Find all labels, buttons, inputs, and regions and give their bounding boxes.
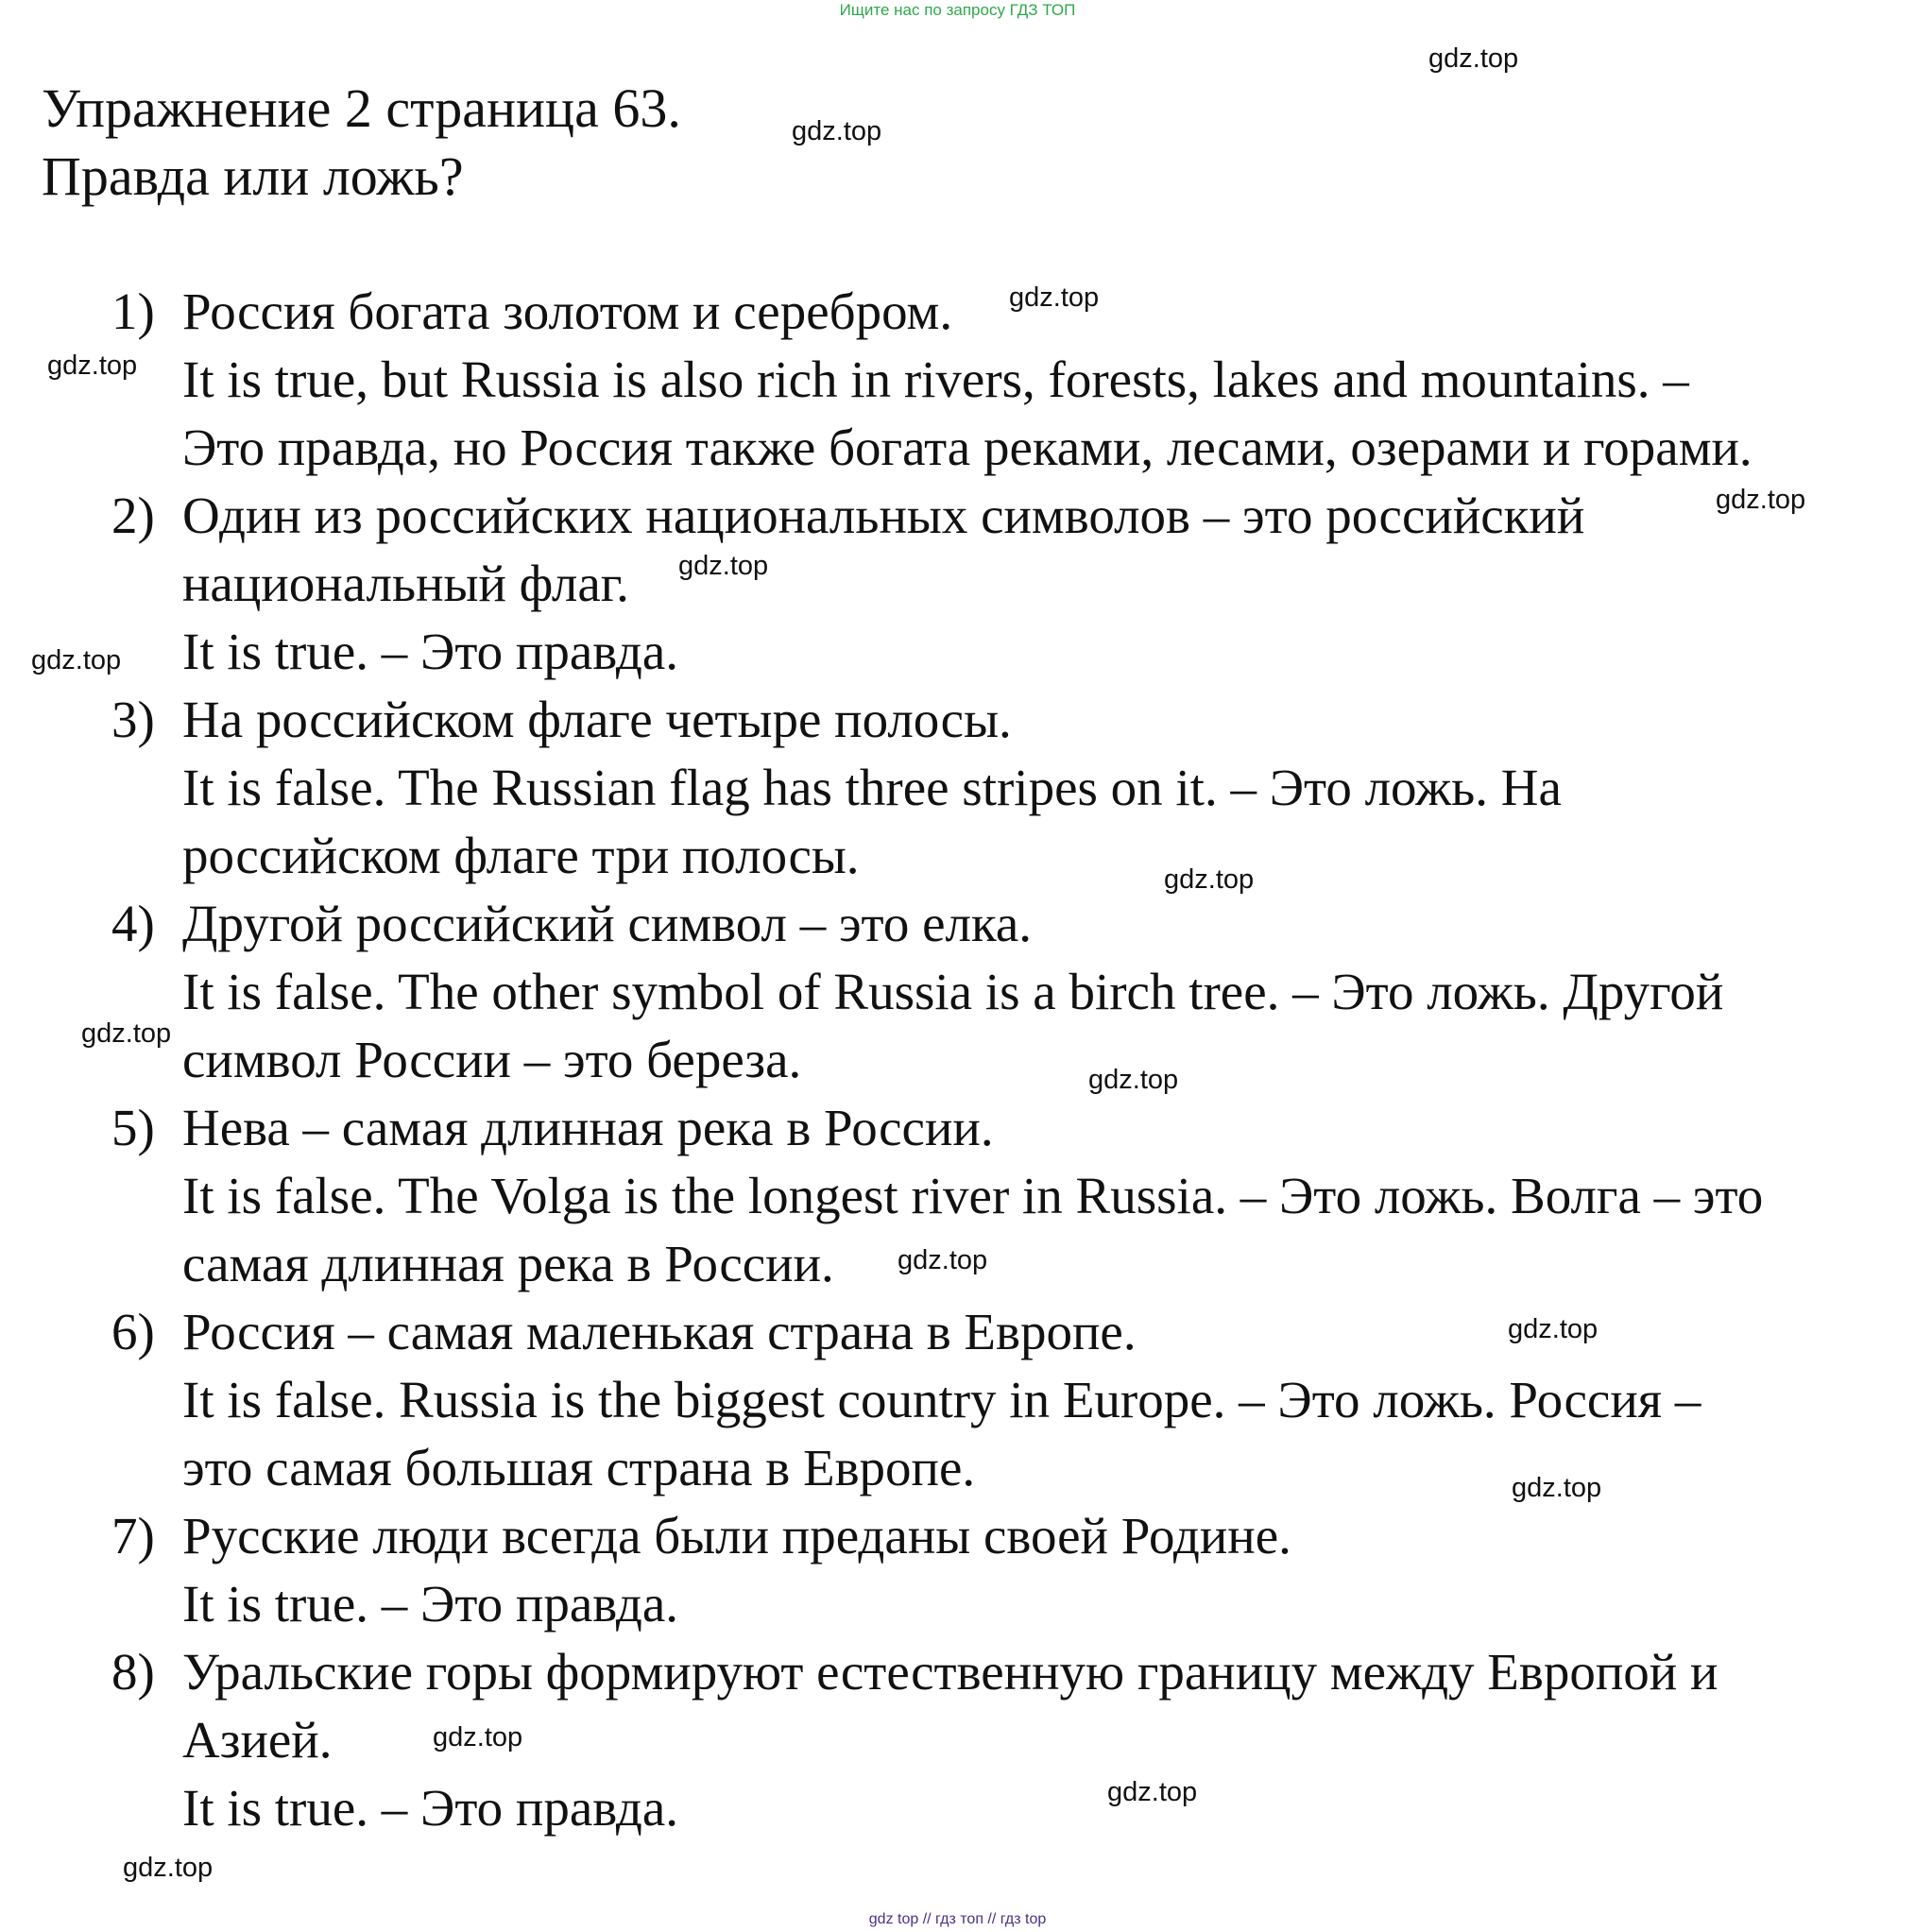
exercise-title: Упражнение 2 страница 63. [42,77,681,139]
watermark: gdz.top [31,645,122,675]
item-statement: Россия – самая маленькая страна в Европе. [182,1303,1137,1360]
item-answer: It is true, but Russia is also rich in rivers, forests, lakes and mountains. – [182,350,1689,408]
item-number: 4) [111,895,155,952]
item-number: 7) [111,1507,155,1564]
item-answer: It is false. The Russian flag has three stripes on it. – Это ложь. На [182,759,1562,816]
item-number: 8) [111,1643,155,1701]
item-number: 3) [111,691,155,748]
item-answer: It is false. The other symbol of Russia is a birch tree. – Это ложь. Другой [182,963,1724,1020]
item-statement: Россия богата золотом и серебром. [182,282,953,340]
item-answer: российском флаге три полосы. [182,827,860,884]
watermark: gdz.top [898,1245,988,1275]
watermark: gdz.top [1512,1473,1602,1503]
item-statement: Другой российский символ – это елка. [182,895,1033,952]
item-number: 2) [111,487,155,544]
watermark: gdz.top [1428,43,1519,74]
item-statement: Один из российских национальных символов – это российский [182,487,1585,544]
watermark: gdz.top [792,116,882,146]
watermark: gdz.top [1164,864,1255,895]
watermark: gdz.top [1088,1065,1179,1095]
item-answer: это самая большая страна в Европе. [182,1439,976,1496]
watermark: gdz.top [123,1853,214,1883]
watermark: gdz.top [81,1018,172,1049]
exercise-subtitle: Правда или ложь? [42,145,464,207]
item-statement: Азией. [182,1711,333,1769]
item-statement: Уральские горы формируют естественную границу между Европой и [182,1643,1718,1701]
watermark: gdz.top [1107,1777,1198,1807]
item-answer: It is false. Russia is the biggest country in Europe. – Это ложь. Россия – [182,1371,1701,1428]
item-answer: It is true. – Это правда. [182,1779,678,1837]
top-banner: Ищите нас по запросу ГДЗ ТОП [839,1,1076,19]
watermark: gdz.top [1508,1314,1599,1344]
item-answer: самая длинная река в России. [182,1235,834,1292]
item-number: 6) [111,1303,155,1360]
item-statement: Нева – самая длинная река в России. [182,1099,994,1156]
watermark: gdz.top [678,551,769,581]
item-number: 1) [111,282,155,340]
item-statement: национальный флаг. [182,555,629,612]
item-answer: It is true. – Это правда. [182,623,678,680]
watermark: gdz.top [1009,282,1100,313]
item-answer: It is true. – Это правда. [182,1575,678,1633]
item-number: 5) [111,1099,155,1156]
watermark: gdz.top [433,1722,523,1752]
watermark: gdz.top [1716,485,1806,515]
footer: gdz top // гдз топ // гдз top [868,1911,1047,1927]
item-statement: Русские люди всегда были преданы своей Родине. [182,1507,1291,1564]
item-answer: It is false. The Volga is the longest river in Russia. – Это ложь. Волга – это [182,1167,1764,1224]
item-statement: На российском флаге четыре полосы. [182,691,1012,748]
watermark: gdz.top [47,350,138,381]
item-answer: Это правда, но Россия также богата реками, лесами, озерами и горами. [182,419,1753,476]
item-answer: символ России – это береза. [182,1031,802,1088]
